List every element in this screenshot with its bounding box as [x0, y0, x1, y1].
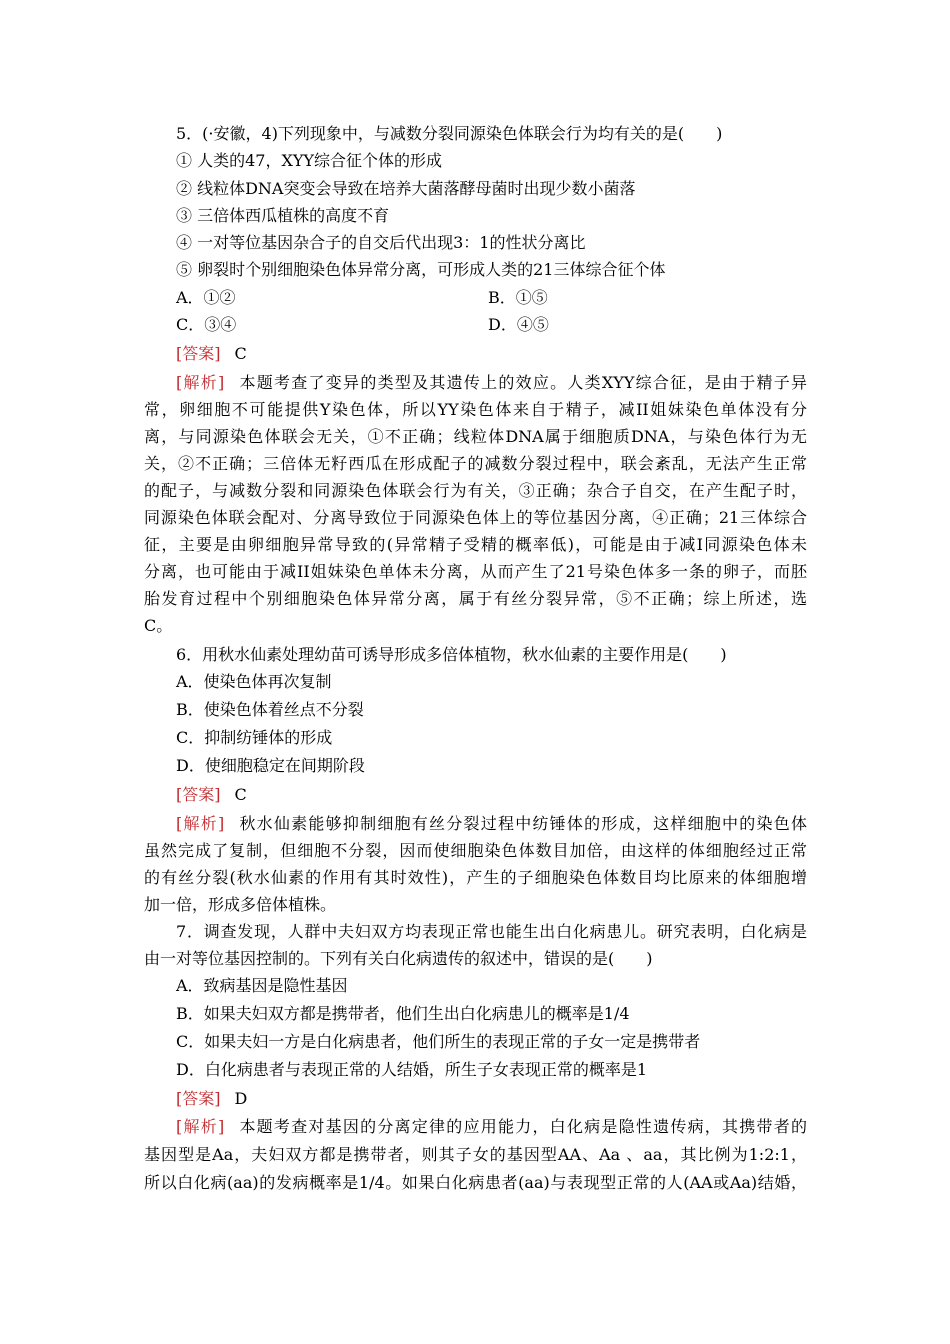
q6-answer [176, 784, 247, 806]
q5-analysis-line-8: 分离，也可能由于减II姐妹染色单体未分离，从而产生了21号染色体多一条的卵子，而胚 [144, 562, 807, 581]
q6-option-d: D．使细胞稳定在间期阶段 [176, 756, 365, 775]
analysis-tag: [解析] [176, 373, 225, 392]
q7-stem-line-2: 由一对等位基因控制的。下列有关白化病遗传的叙述中，错误的是( ) [144, 949, 653, 968]
q6-option-b: B．使染色体着丝点不分裂 [176, 700, 364, 719]
q5-option-b: B．①⑤ [488, 288, 548, 307]
q6-analysis-line-1: [解析] 秋水仙素能够抑制细胞有丝分裂过程中纺锤体的形成，这样细胞中的染色体 [176, 814, 807, 833]
answer-tag: [答案] [176, 1089, 221, 1108]
q7-option-c: C．如果夫妇一方是白化病患者，他们所生的表现正常的子女一定是携带者 [176, 1032, 701, 1051]
q5-analysis-line-3: 离，与同源染色体联会无关，①不正确；线粒体DNA属于细胞质DNA，与染色体行为无 [144, 427, 807, 446]
q6-option-a: A．使染色体再次复制 [176, 672, 332, 691]
answer-value: D [234, 1089, 248, 1108]
q5-item-2: ② 线粒体DNA突变会导致在培养大菌落酵母菌时出现少数小菌落 [176, 179, 636, 198]
q7-analysis-line-1: [解析] 本题考查对基因的分离定律的应用能力，白化病是隐性遗传病，其携带者的 [176, 1117, 807, 1136]
q5-analysis-line-4: 关，②不正确；三倍体无籽西瓜在形成配子的减数分裂过程中，联会紊乱，无法产生正常 [144, 454, 807, 473]
q5-option-d: D．④⑤ [488, 315, 549, 334]
q5-analysis-line-10: C。 [144, 616, 173, 635]
q5-item-3: ③ 三倍体西瓜植株的高度不育 [176, 206, 390, 225]
q7-analysis-line-3: 所以白化病(aa)的发病概率是1/4。如果白化病患者(aa)与表现型正常的人(AA或Aa)结婚， [144, 1173, 807, 1192]
analysis-tag: [解析] [176, 1117, 225, 1136]
q7-answer [176, 1088, 247, 1110]
q5-option-a: A．①② [176, 288, 236, 307]
q5-answer [176, 343, 247, 365]
q7-analysis-line-2: 基因型是Aa，夫妇双方都是携带者，则其子女的基因型AA、Aa 、aa，其比例为1:2:1， [144, 1145, 807, 1164]
q5-analysis-line-2: 常，卵细胞不可能提供Y染色体，所以YY染色体来自于精子，减II姐妹染色单体没有分 [144, 400, 807, 419]
q5-analysis-line-5: 的配子，与减数分裂和同源染色体联会行为有关，③正确；杂合子自交，在产生配子时， [144, 481, 807, 500]
q5-analysis-line-9: 胎发育过程中个别细胞染色体异常分离，属于有丝分裂异常，⑤不正确；综上所述，选 [144, 589, 807, 608]
q6-analysis-line-4: 加一倍，形成多倍体植株。 [144, 895, 337, 914]
answer-tag: [答案] [176, 344, 221, 363]
q5-stem: 5．(·安徽，4)下列现象中，与减数分裂同源染色体联会行为均有关的是( ) [176, 124, 723, 143]
q5-item-5: ⑤ 卵裂时个别细胞染色体异常分离，可形成人类的21三体综合征个体 [176, 260, 666, 279]
q5-item-4: ④ 一对等位基因杂合子的自交后代出现3：1的性状分离比 [176, 233, 586, 252]
q7-option-b: B．如果夫妇双方都是携带者，他们生出白化病患儿的概率是1/4 [176, 1004, 630, 1023]
q7-option-d: D．白化病患者与表现正常的人结婚，所生子女表现正常的概率是1 [176, 1060, 648, 1079]
q5-analysis-line-1: [解析] 本题考查了变异的类型及其遗传上的效应。人类XYY综合征，是由于精子异 [176, 373, 807, 392]
q7-stem-line-1: 7．调查发现，人群中夫妇双方均表现正常也能生出白化病患儿。研究表明，白化病是 [176, 922, 807, 941]
q5-analysis-line-6: 同源染色体联会配对、分离导致位于同源染色体上的等位基因分离，④正确；21三体综合 [144, 508, 807, 527]
q7-option-a: A．致病基因是隐性基因 [176, 976, 348, 995]
analysis-tag: [解析] [176, 814, 225, 833]
q5-analysis-line-7: 征，主要是由卵细胞异常导致的(异常精子受精的概率低)，可能是由于减Ⅰ同源染色体未 [144, 535, 807, 554]
answer-value: C [234, 785, 247, 804]
answer-value: C [234, 344, 247, 363]
q6-analysis-line-2: 虽然完成了复制，但细胞不分裂，因而使细胞染色体数目加倍，由这样的体细胞经过正常 [144, 841, 807, 860]
q5-item-1: ① 人类的47，XYY综合征个体的形成 [176, 151, 442, 170]
answer-tag: [答案] [176, 785, 221, 804]
q5-option-c: C．③④ [176, 315, 237, 334]
q6-stem: 6．用秋水仙素处理幼苗可诱导形成多倍体植物，秋水仙素的主要作用是( ) [176, 645, 727, 664]
q6-analysis-line-3: 的有丝分裂(秋水仙素的作用有其时效性)，产生的子细胞染色体数目均比原来的体细胞增 [144, 868, 807, 887]
q6-option-c: C．抑制纺锤体的形成 [176, 728, 333, 747]
